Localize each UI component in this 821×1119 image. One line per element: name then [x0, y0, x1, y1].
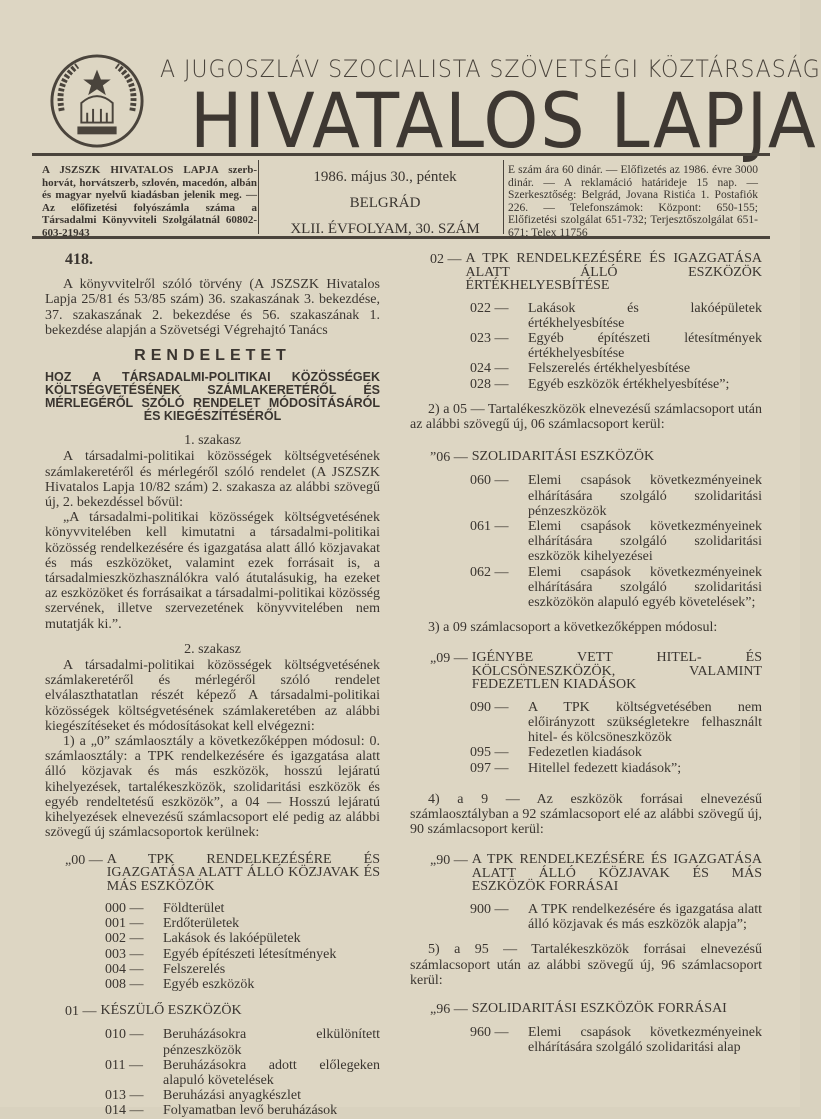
account-group	[65, 1004, 380, 1019]
account-code: 003 —	[105, 946, 144, 962]
account-item	[470, 331, 762, 361]
account-group	[430, 651, 762, 692]
group-title: A TPK RENDELKEZÉSÉRE ÉS IGAZGATÁSA ALATT ÁLLÓ ESZKÖZÖK ÉRTÉKHELYESBÍTÉSE	[465, 251, 762, 293]
account-item	[105, 977, 380, 992]
account-group	[430, 450, 762, 465]
account-item	[470, 902, 762, 932]
account-name: Erdőterületek	[163, 916, 240, 932]
group-title: SZOLIDARITÁSI ESZKÖZÖK FORRÁSAI	[471, 1001, 727, 1016]
account-name: Elemi csapások következményeinek elhárítására szolgáló szolidaritási alap	[528, 1025, 762, 1056]
account-group	[430, 252, 762, 293]
account-item	[470, 301, 762, 331]
account-code: 900 —	[470, 901, 509, 917]
account-name: Felszerelés	[163, 961, 226, 977]
account-item	[105, 962, 380, 977]
account-name: Egyéb eszközök	[163, 977, 255, 993]
account-list	[45, 901, 380, 992]
group-title: A TPK RENDELKEZÉSÉRE ÉS IGAZGATÁSA ALATT ÁLLÓ KÖZJAVAK ÉS MÁS ESZKÖZÖK FORRÁSAI	[471, 852, 762, 895]
account-item	[470, 745, 762, 760]
section-heading: 2. szakasz	[184, 641, 241, 657]
group-code: „09 —	[430, 651, 468, 667]
account-code: 002 —	[105, 931, 144, 947]
account-code: 000 —	[105, 901, 144, 916]
account-item	[470, 700, 762, 746]
group-title: IGÉNYBE VETT HITEL- ÉS KÖLCSÖNESZKÖZÖK, VALAMINT FEDEZETLEN KIADÁSOK	[471, 650, 762, 693]
account-list	[410, 1025, 762, 1055]
account-code: 061 —	[470, 518, 509, 534]
account-code: 014 —	[105, 1103, 144, 1119]
divider	[503, 160, 504, 234]
state-name: A JUGOSZLÁV SZOCIALISTA SZÖVETSÉGI KÖZTÁRSASÁG	[160, 55, 821, 83]
paragraph: 4) a 9 — Az eszközök forrásai elnevezésű számlaosztályban a 92 számlacsoport elé az alábbi szövegű új, 90 számlacsoport kerül:	[410, 791, 762, 838]
left-column	[45, 252, 380, 1119]
paragraph: 2) a 05 — Tartalékeszközök elnevezésű számlacsoport után az alábbi szövegű új, 06 számlacsoport kerül:	[410, 401, 762, 432]
account-code: 097 —	[470, 760, 509, 776]
account-code: 095 —	[470, 745, 509, 761]
issue-date: 1986. május 30., péntek	[313, 169, 457, 185]
group-code: „90 —	[430, 853, 468, 869]
preamble: A könyvvitelről szóló törvény (A JSZSZK Hivatalos Lapja 25/81 és 53/85 szám) 36. szakaszának 3. bekezdése, 37. szakaszának 2. bekezdése és 56. szakaszának 1. bekezdése alapján a Szövetségi Végrehajtó Tanács	[45, 277, 380, 338]
account-name: Felszerelés értékhelyesbítése	[528, 361, 691, 377]
account-name: Egyéb építészeti létesítmények értékhelyesbítése	[528, 330, 762, 362]
account-item	[470, 519, 762, 565]
paragraph: 5) a 95 — Tartalékeszközök forrásai elnevezésű számlacsoport után az alábbi szövegű új, 96 számlacsoport kerül:	[410, 942, 762, 988]
account-code: 090 —	[470, 699, 509, 715]
account-group	[430, 1002, 762, 1017]
account-name: Egyéb építészeti létesítmények	[163, 946, 337, 962]
account-name: Beruházásokra elkülönített pénzeszközök	[163, 1027, 380, 1058]
paragraph: 1) a „0” számlaosztály a következőképpen módosul: 0. számlaosztály: a TPK rendelkezésére és igazgatása alatt álló közjavak és más eszközök, hosszú lejáratú kihelyezések, tartalékeszközök, szolidaritási eszközök és egyéb rendeltetésű eszközök”, a 04 — Hosszú lejáratú kihelyezések elnevezésű számlacsoport elé pedig az alábbi szövegű új számlacsoportok kerülnek:	[45, 734, 380, 841]
issue-info	[265, 164, 505, 242]
account-name: Beruházásokra adott előlegeken alapuló követelések	[163, 1057, 380, 1089]
group-title: A TPK RENDELKEZÉSÉRE ÉS IGAZGATÁSA ALATT ÁLLÓ KÖZJAVAK ÉS MÁS ESZKÖZÖK	[106, 851, 380, 894]
account-item	[105, 947, 380, 962]
account-list	[410, 473, 762, 610]
account-code: 022 —	[470, 300, 509, 316]
group-title: SZOLIDARITÁSI ESZKÖZÖK	[471, 449, 655, 465]
account-item	[105, 901, 380, 916]
paragraph: „A társadalmi-politikai közösségek költségvetésének könyvvitelében kell kimutatni a társadalmi-politikai közösség rendelkezésére és igazgatása alatt álló közjavakat és más eszközöket, valamint ezek forrásait is, a társadalmieszközhasználókra való átutalásukig, ha ezeket az eszközöket és forrásaikat a társadalmi-politikai közösség szervének, illetve szervezetének könyvvitelében nem mutatják ki.”.	[45, 510, 380, 632]
account-code: 011 —	[105, 1057, 143, 1073]
account-item	[470, 565, 762, 611]
decree-number: 418.	[65, 251, 93, 268]
account-name: Hitellel fedezett kiadások”;	[528, 760, 682, 776]
account-code: 001 —	[105, 916, 144, 932]
account-name: A TPK költségvetésében nem előirányzott szükségletekre felhasznált hitel- és kölcsöneszközök	[528, 699, 762, 746]
group-code: 01 —	[65, 1004, 97, 1020]
account-item	[470, 1025, 762, 1055]
account-item	[105, 916, 380, 931]
account-item	[105, 931, 380, 946]
price-contact-info: E szám ára 60 dinár. — Előfizetés az 1986. évre 3000 dinár. — A reklamáció határideje 15 nap. — Szerkesztőség: Belgrád, Jovana Ristića 1. Postafiók 226. — Telefonszámok: Központ: 650-155; Előfizetési szolgálat 651-732; Terjesztőszolgálat 651-671; Telex 11756	[508, 164, 758, 239]
group-title: KÉSZÜLŐ ESZKÖZÖK	[100, 1003, 242, 1019]
account-code: 060 —	[470, 473, 509, 489]
account-list	[45, 1027, 380, 1118]
account-group	[430, 853, 762, 894]
account-name: Elemi csapások következményeinek elhárítására szolgáló szolidaritási pénzeszközök	[528, 473, 762, 519]
account-name: Fedezetlen kiadások	[528, 745, 642, 761]
right-column	[410, 252, 762, 1056]
account-name: A TPK rendelkezésére és igazgatása alatt álló közjavak és más eszközök alapja”;	[528, 901, 762, 933]
account-name: Földterület	[163, 901, 225, 916]
account-name: Lakások és lakóépületek	[163, 931, 301, 947]
decree-subtitle: HOZ A TÁRSADALMI-POLITIKAI KÖZÖSSÉGEK KÖLTSÉGVETÉSÉNEK SZÁMLAKERETÉRŐL ÉS MÉRLEGÉRŐL SZÓLÓ RENDELET MÓDOSÍTÁSÁRÓL ÉS KIEGÉSZÍTÉSÉRŐL	[45, 370, 380, 424]
account-item	[105, 1027, 380, 1057]
account-list	[410, 902, 762, 932]
account-code: 023 —	[470, 330, 509, 346]
divider	[258, 160, 259, 234]
account-item	[105, 1103, 380, 1118]
account-group	[65, 853, 380, 894]
account-code: 062 —	[470, 564, 509, 580]
section-heading: 1. szakasz	[184, 433, 241, 449]
account-list	[410, 700, 762, 776]
account-name: Egyéb eszközök értékhelyesbítése”;	[528, 376, 730, 392]
account-item	[105, 1058, 380, 1088]
group-code: „00 —	[65, 852, 103, 868]
account-name: Lakások és lakóépületek értékhelyesbítése	[528, 300, 762, 331]
account-code: 960 —	[470, 1025, 509, 1041]
account-name: Elemi csapások következményeinek elhárítására szolgáló szolidaritási eszközök kihelyezései	[528, 518, 762, 565]
decree-title: RENDELETET	[134, 347, 291, 365]
account-item	[470, 361, 762, 376]
coat-of-arms-icon	[48, 52, 146, 150]
account-item	[470, 473, 762, 519]
account-code: 024 —	[470, 361, 509, 377]
account-code: 004 —	[105, 961, 144, 977]
account-item	[105, 1088, 380, 1103]
header-rule-bottom	[32, 236, 770, 239]
account-item	[470, 761, 762, 776]
account-item	[470, 377, 762, 392]
account-code: 028 —	[470, 376, 509, 392]
account-code: 008 —	[105, 977, 144, 993]
masthead-title: HIVATALOS LAPJA	[190, 76, 818, 165]
account-name: Folyamatban levő beruházások	[163, 1103, 338, 1119]
issue-volume: XLII. ÉVFOLYAM, 30. SZÁM	[290, 221, 480, 237]
paragraph: A társadalmi-politikai közösségek költségvetésének számlakeretéről és mérlegéről szóló rendelet elválaszthatatlan részét képező A társadalmi-politikai közösségek költségvetésének számlakeretében az alábbi kiegészítéseket és módosításokat kell elvégezni:	[45, 658, 380, 734]
account-name: Beruházási anyagkészlet	[163, 1088, 301, 1104]
paragraph: A társadalmi-politikai közösségek költségvetésének számlakeretéről és mérlegéről szóló rendelet (A JSZSZK Hivatalos Lapja 10/82 szám) 2. szakasza az alábbi szövegű új, 2. bekezdéssel bővül:	[45, 449, 380, 511]
account-list	[410, 301, 762, 392]
group-code: 02 —	[430, 252, 462, 267]
account-code: 010 —	[105, 1027, 144, 1043]
account-name: Elemi csapások következményeinek elhárítására szolgáló szolidaritási eszközökön alapuló egyéb követelések”;	[528, 564, 762, 610]
paragraph: 3) a 09 számlacsoport a következőképpen módosul:	[428, 620, 718, 636]
account-code: 013 —	[105, 1088, 144, 1104]
group-code: ”06 —	[430, 450, 468, 466]
group-code: „96 —	[430, 1002, 468, 1017]
issue-city: BELGRÁD	[349, 195, 421, 211]
publication-info: A JSZSZK HIVATALOS LAPJA szerb-horvát, horvátszerb, szlovén, macedón, albán és magyar nyelvű kiadásban jelenik meg. — Az előfizetési folyószámla száma a Társadalmi Könyvviteli Szolgálatnál 60802-603-21943	[42, 164, 257, 239]
header-rule-top	[32, 153, 770, 156]
